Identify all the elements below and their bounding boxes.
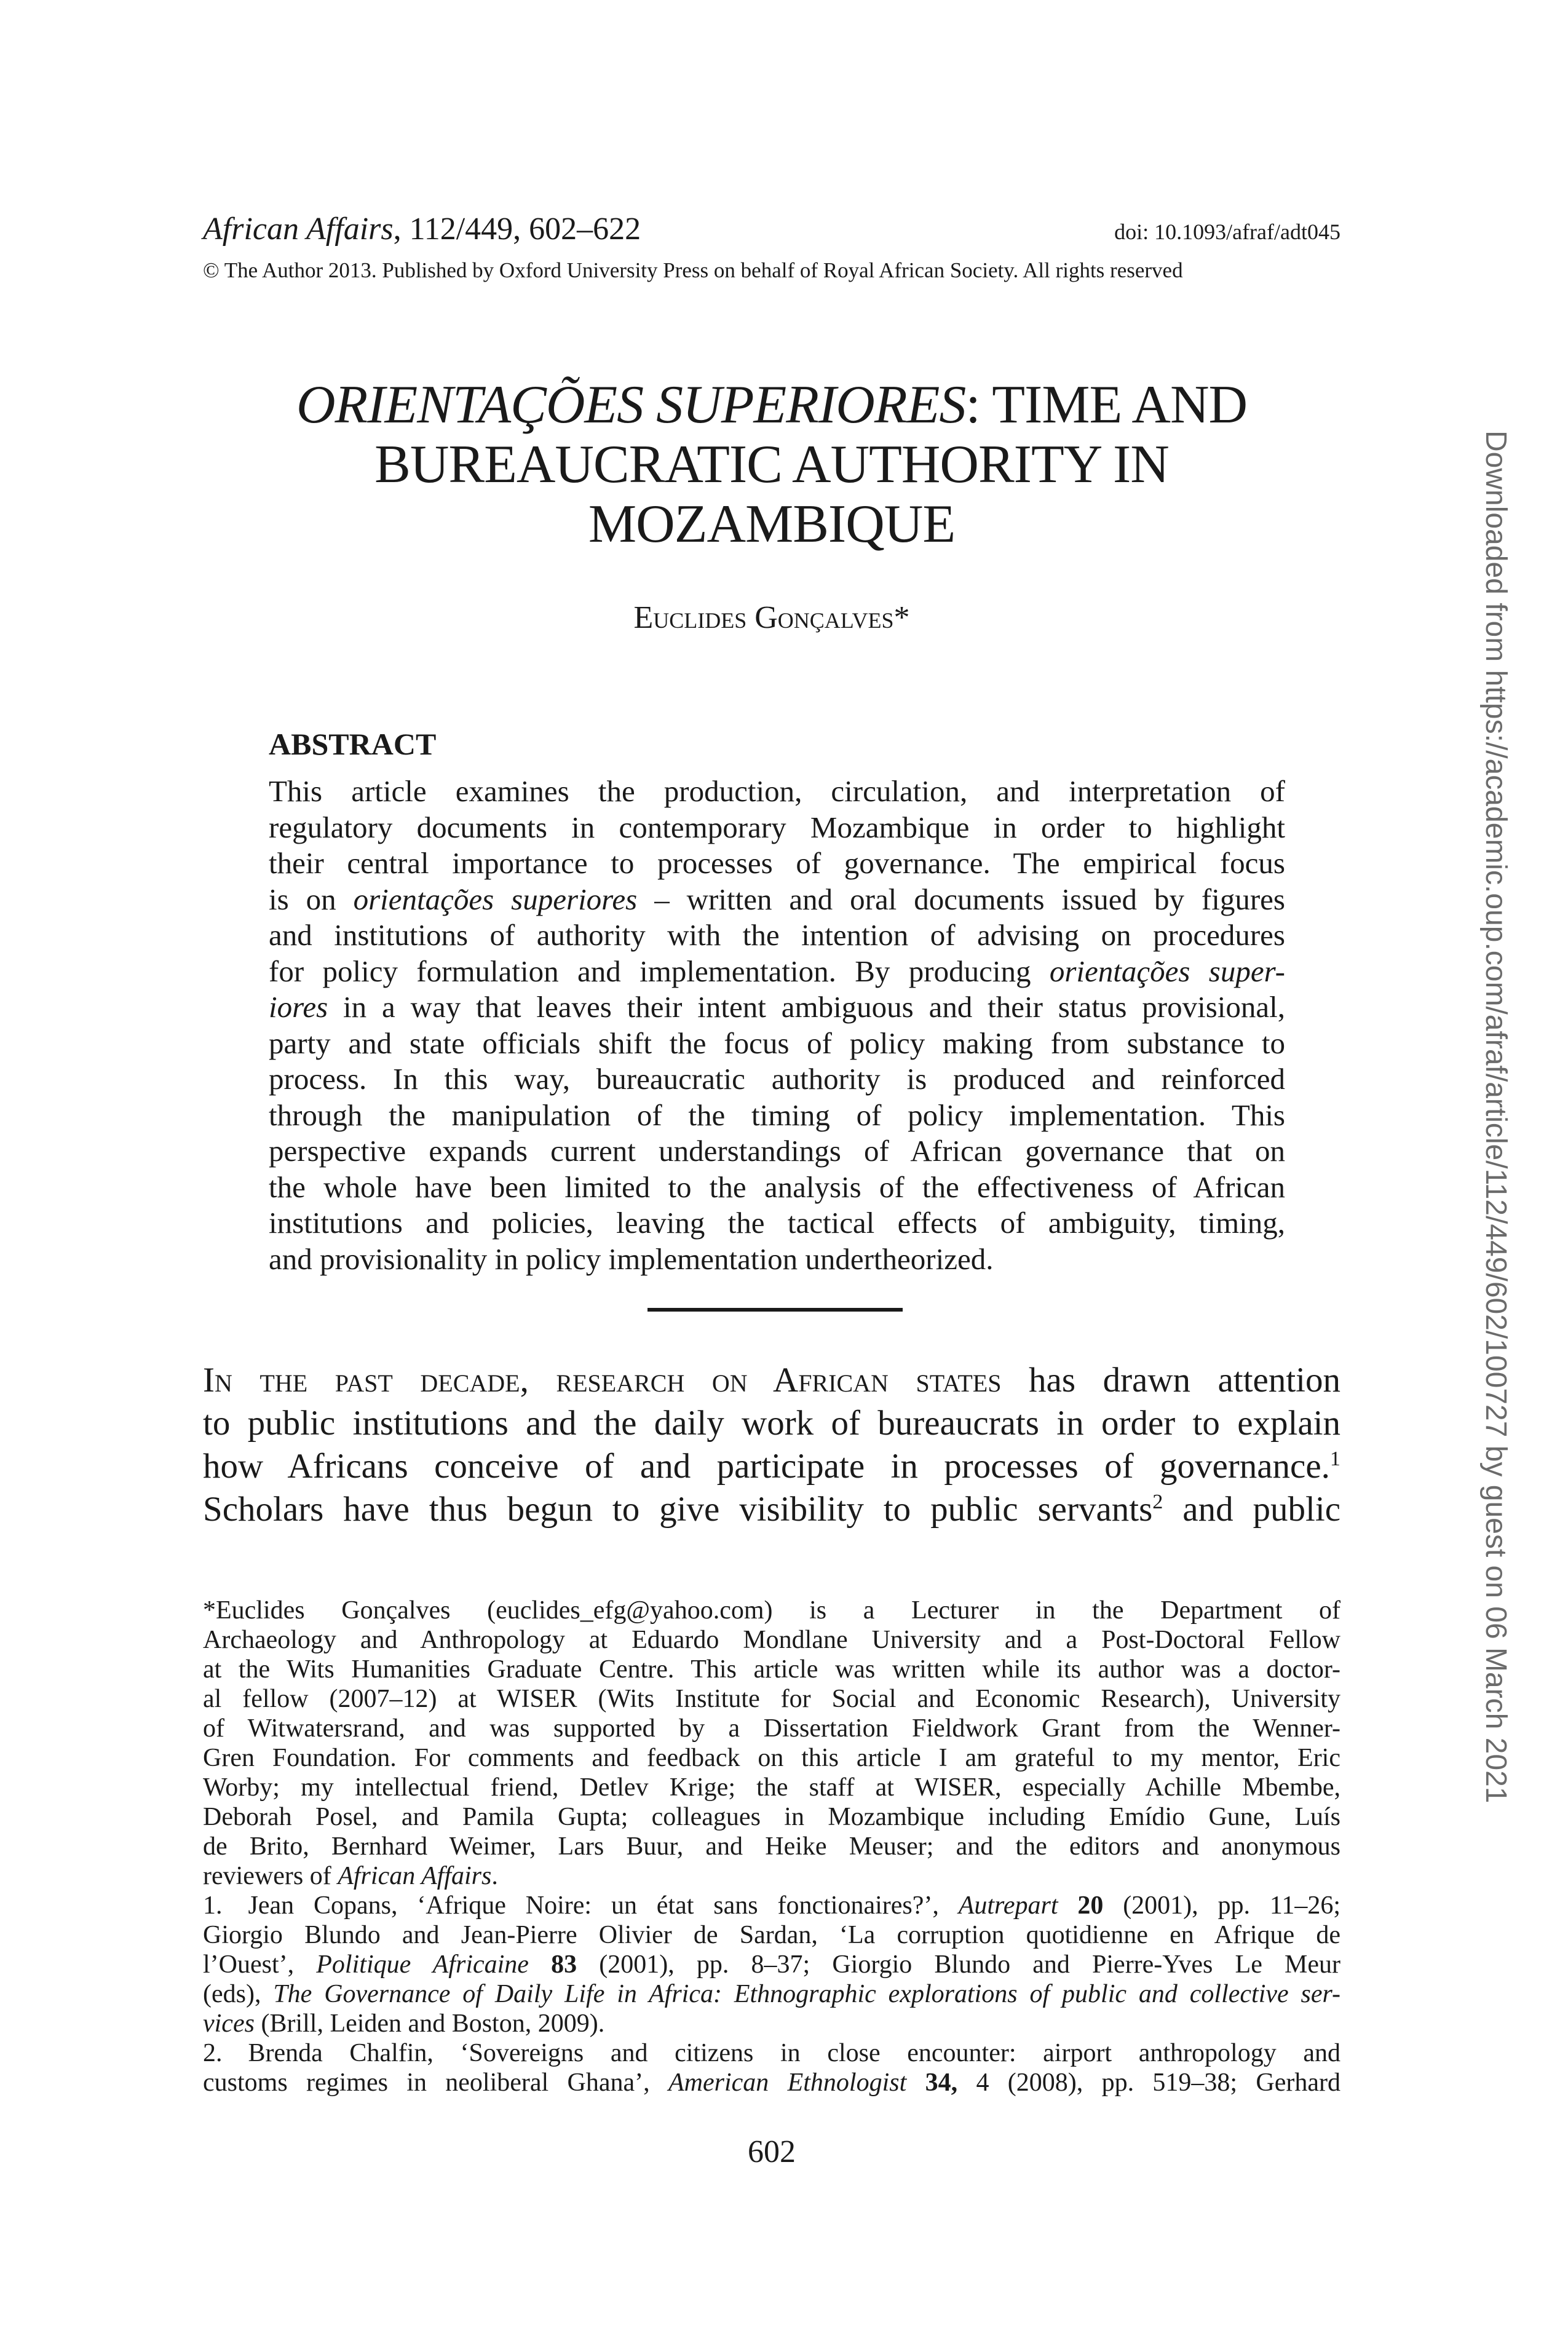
body-line: [203, 1445, 1340, 1488]
book-title: The Governance of Daily Life in Africa: Ethnographic explorations of public and collective ser-: [273, 1980, 1340, 2008]
footnote-line: Deborah Posel, and Pamila Gupta; colleagues in Mozambique including Emídio Gune, Luís: [203, 1803, 1340, 1831]
abstract-line: regulatory documents in contemporary Mozambique in order to highlight: [269, 810, 1285, 844]
footnote-line: Gren Foundation. For comments and feedback on this article I am grateful to my mentor, Eric: [203, 1744, 1340, 1772]
footnote-line: Worby; my intellectual friend, Detlev Krige; the staff at WISER, especially Achille Mbembe,: [203, 1773, 1340, 1802]
footnote-2: [203, 2038, 1340, 2097]
footnote-text: l’Ouest’,: [203, 1950, 317, 1979]
copyright-notice: © The Author 2013. Published by Oxford University Press on behalf of Royal African Society. All rights reserved: [203, 258, 1183, 282]
title-italic: ORIENTAÇÕES SUPERIORES: [296, 375, 966, 435]
footnote-text: (Brill, Leiden and Boston, 2009).: [254, 2009, 605, 2038]
body-text: has drawn attention: [1001, 1361, 1340, 1400]
volume-number: 20: [1058, 1891, 1104, 1920]
author-name: Euclides Gonçalves: [633, 600, 894, 635]
footnote-text: (2001), pp. 11–26;: [1103, 1891, 1340, 1920]
footnote-line: [203, 1950, 1340, 1979]
footnote-text: .: [491, 1862, 498, 1890]
journal-name: American Ethnologist: [668, 2069, 907, 2097]
journal-name: Politique Africaine: [316, 1950, 529, 1979]
title-line-3: MOZAMBIQUE: [588, 494, 956, 554]
volume-number: 83: [528, 1950, 577, 1979]
footnote-line: Archaeology and Anthropology at Eduardo Mondlane University and a Post-Doctoral Fellow: [203, 1626, 1340, 1654]
abstract-text: – written and oral documents issued by figures: [637, 882, 1285, 916]
author-footnote-marker: *: [893, 600, 910, 635]
abstract-text: for policy formulation and implementation. By producing: [269, 954, 1050, 988]
footnote-line: *Euclides Gonçalves (euclides_efg@yahoo.com) is a Lecturer in the Department of: [203, 1596, 1340, 1625]
title-line-2: BUREAUCRATIC AUTHORITY IN: [374, 435, 1169, 494]
abstract-line: [269, 989, 1285, 1026]
footnote-line: al fellow (2007–12) at WISER (Wits Institute for Social and Economic Research), University: [203, 1685, 1340, 1713]
footnote-text: reviewers of: [203, 1862, 338, 1890]
footnotes: [203, 1596, 1340, 2097]
running-header: [203, 211, 1340, 250]
abstract-italic-term: orientações super-: [1049, 954, 1285, 988]
body-line: [203, 1359, 1340, 1402]
abstract-text: is on: [269, 882, 354, 916]
abstract-line: their central importance to processes of governance. The empirical focus: [269, 846, 1285, 880]
footnote-ref-1[interactable]: 1: [1329, 1447, 1340, 1470]
abstract-body: [269, 774, 1285, 1277]
abstract-line: through the manipulation of the timing of policy implementation. This: [269, 1098, 1285, 1132]
abstract-text: in a way that leaves their intent ambiguous and their status provisional,: [328, 990, 1285, 1024]
body-text: Scholars have thus begun to give visibility to public servants: [203, 1490, 1153, 1529]
footnote-1: [203, 1891, 1340, 2038]
abstract-italic-term: iores: [269, 990, 328, 1024]
abstract-line: [269, 882, 1285, 918]
footnote-line: [203, 1979, 1340, 2009]
footnote-line: [203, 1891, 1340, 1920]
body-paragraph: [203, 1359, 1340, 1531]
abstract-line: the whole have been limited to the analysis of the effectiveness of African: [269, 1170, 1285, 1204]
abstract-line: [269, 954, 1285, 990]
journal-name: Autrepart: [958, 1891, 1058, 1920]
abstract-line: and provisionality in policy implementation undertheorized.: [269, 1241, 994, 1276]
abstract-line: party and state officials shift the focus of policy making from substance to: [269, 1026, 1285, 1060]
abstract-line: This article examines the production, circulation, and interpretation of: [269, 774, 1285, 808]
book-title: vices: [203, 2009, 255, 2038]
footnote-text: 1. Jean Copans, ‘Afrique Noire: un état sans fonctionaires?’,: [203, 1891, 959, 1920]
journal-citation: [203, 211, 641, 248]
journal-name: African Affairs: [203, 212, 394, 247]
footnote-line: de Brito, Bernhard Weimer, Lars Buur, and Heike Meuser; and the editors and anonymous: [203, 1832, 1340, 1861]
page-number: 602: [748, 2134, 796, 2169]
article-title: [203, 375, 1340, 554]
title-line-1-rest: : TIME AND: [965, 375, 1248, 435]
footnote-line: [203, 2068, 1340, 2097]
abstract-line: process. In this way, bureaucratic authority is produced and reinforced: [269, 1062, 1285, 1096]
body-text: how Africans conceive of and participate in processes of governance.: [203, 1447, 1330, 1486]
footnote-text: 4 (2008), pp. 519–38; Gerhard: [957, 2069, 1340, 2097]
author-byline: [203, 600, 1340, 636]
author-footnote: [203, 1596, 1340, 1891]
body-line: [203, 1488, 1340, 1531]
footnote-text: (eds),: [203, 1980, 274, 2008]
abstract-italic-term: orientações superiores: [353, 882, 638, 916]
footnote-text: customs regimes in neoliberal Ghana’,: [203, 2069, 668, 2097]
abstract-line: institutions and policies, leaving the tactical effects of ambiguity, timing,: [269, 1206, 1285, 1240]
journal-name: African Affairs: [338, 1862, 492, 1890]
footnote-line: 2. Brenda Chalfin, ‘Sovereigns and citizens in close encounter: airport anthropology and: [203, 2039, 1340, 2067]
footnote-line: of Witwatersrand, and was supported by a Dissertation Fieldwork Grant from the Wenner-: [203, 1714, 1340, 1743]
doi: doi: 10.1093/afraf/adt045: [1114, 220, 1340, 244]
body-text: and public: [1163, 1490, 1340, 1529]
section-divider: [647, 1308, 903, 1312]
footnote-line: [203, 2009, 1340, 2038]
footnote-line: at the Wits Humanities Graduate Centre. This article was written while its author was a doctor-: [203, 1655, 1340, 1684]
abstract-line: perspective expands current understandings of African governance that on: [269, 1134, 1285, 1168]
footnote-ref-2[interactable]: 2: [1152, 1491, 1163, 1513]
footnote-line: [203, 1861, 1340, 1891]
footnote-line: Giorgio Blundo and Jean-Pierre Olivier de Sardan, ‘La corruption quotidienne en Afrique de: [203, 1921, 1340, 1949]
footnote-text: (2001), pp. 8–37; Giorgio Blundo and Pierre-Yves Le Meur: [577, 1950, 1340, 1979]
volume-number: 34,: [906, 2069, 958, 2097]
body-line: to public institutions and the daily work of bureaucrats in order to explain: [203, 1404, 1340, 1443]
lead-in-small-caps: research on African states: [528, 1361, 1002, 1400]
volume-pages: , 112/449, 602–622: [393, 212, 641, 247]
abstract-heading: ABSTRACT: [269, 727, 437, 761]
lead-in-small-caps: In the past decade,: [203, 1361, 529, 1400]
title-line-1: [203, 375, 1340, 435]
abstract-line: and institutions of authority with the intention of advising on procedures: [269, 918, 1285, 952]
download-watermark: Downloaded from https://academic.oup.com/afraf/article/112/449/602/100727 by guest on 06 March 2021: [1479, 430, 1512, 1804]
